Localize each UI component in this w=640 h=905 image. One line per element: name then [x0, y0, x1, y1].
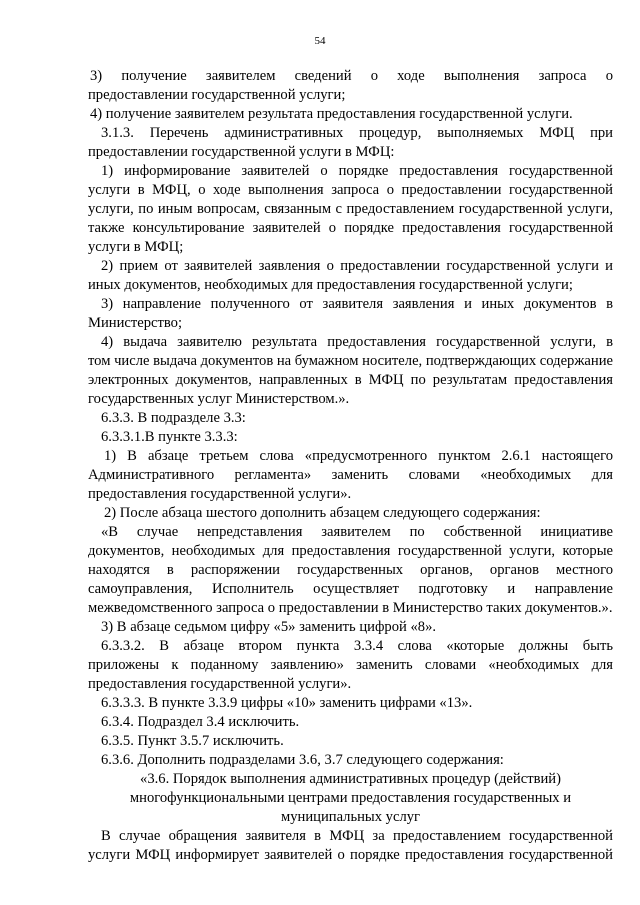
text-line: приложены к поданному заявлению» заменить словами «необходимых для: [88, 657, 613, 673]
text-line: 6.3.3.3. В пункте 3.3.9 цифры «10» заменить цифрами «13».: [101, 695, 473, 711]
text-line: самоуправления, Исполнитель осуществляет подготовку и направление: [88, 581, 613, 597]
text-line: 4) выдача заявителю результата предоставления государственной услуги, в: [101, 334, 613, 350]
text-line: иных документов, необходимых для предоставления государственной услуги;: [88, 277, 573, 293]
text-line: «В случае непредставления заявителем по собственной инициативе: [101, 524, 613, 540]
text-line: 6.3.4. Подраздел 3.4 исключить.: [101, 714, 300, 730]
text-line: услуги, по иным вопросам, связанным с предоставлением государственной услуги,: [88, 201, 613, 217]
text-line: услуги в МФЦ, о ходе выполнения запроса о предоставлении государственной: [88, 182, 613, 198]
text-line: предоставления государственной услуги».: [88, 676, 352, 692]
text-line: В случае обращения заявителя в МФЦ за предоставлением государственной: [101, 828, 613, 844]
text-line: 6.3.3. В подразделе 3.3:: [101, 410, 246, 426]
text-line: 6.3.6. Дополнить подразделами 3.6, 3.7 следующего содержания:: [101, 752, 504, 768]
text-line: 6.3.3.1.В пункте 3.3.3:: [101, 429, 238, 445]
page-number: 54: [314, 35, 326, 47]
text-line: предоставлении государственной услуги в МФЦ:: [88, 144, 395, 160]
text-line: государственных услуг Министерством.».: [88, 391, 350, 407]
text-line: Министерство;: [88, 315, 183, 331]
section-heading-line: многофункциональными центрами предоставления государственных и: [129, 790, 572, 806]
section-heading-line: муниципальных услуг: [280, 809, 421, 825]
text-line: 3) получение заявителем сведений о ходе выполнения запроса о: [90, 68, 613, 84]
text-line: услуги МФЦ информирует заявителей о порядке предоставления государственной: [88, 847, 613, 863]
text-line: 6.3.5. Пункт 3.5.7 исключить.: [101, 733, 284, 749]
text-line: 1) информирование заявителей о порядке предоставления государственной: [101, 163, 613, 179]
text-line: 3.1.3. Перечень административных процедур, выполняемых МФЦ при: [101, 125, 613, 141]
text-line: находятся в распоряжении государственных органов, органов местного: [88, 562, 613, 578]
text-line: межведомственного запроса о предоставлении в Министерство таких документов.».: [88, 600, 613, 616]
text-line: услуги в МФЦ;: [88, 239, 184, 255]
text-line: Административного регламента» заменить словами «необходимых для: [88, 467, 613, 483]
text-line: 1) В абзаце третьем слова «предусмотренного пунктом 2.6.1 настоящего: [104, 448, 613, 464]
text-line: предоставлении государственной услуги;: [88, 87, 346, 103]
text-line: также консультирование заявителей о порядке предоставления государственной: [88, 220, 613, 236]
text-line: 2) После абзаца шестого дополнить абзацем следующего содержания:: [104, 505, 541, 521]
text-line: 4) получение заявителем результата предоставления государственной услуги.: [90, 106, 573, 122]
text-line: документов, необходимых для предоставления государственной услуги, которые: [88, 543, 613, 559]
document-body: [88, 67, 613, 865]
text-line: электронных документов, направленных в МФЦ по результатам предоставления: [88, 372, 613, 388]
text-line: предоставления государственной услуги».: [88, 486, 352, 502]
text-line: 6.3.3.2. В абзаце втором пункта 3.3.4 слова «которые должны быть: [101, 638, 613, 654]
text-line: 3) В абзаце седьмом цифру «5» заменить цифрой «8».: [101, 619, 437, 635]
text-line: 3) направление полученного от заявителя заявления и иных документов в: [101, 296, 613, 312]
text-line: том числе выдача документов на бумажном носителе, подтверждающих содержание: [88, 353, 613, 369]
text-line: 2) прием от заявителей заявления о предоставлении государственной услуги и: [101, 258, 613, 274]
section-heading-line: «3.6. Порядок выполнения административных процедур (действий): [140, 771, 561, 787]
